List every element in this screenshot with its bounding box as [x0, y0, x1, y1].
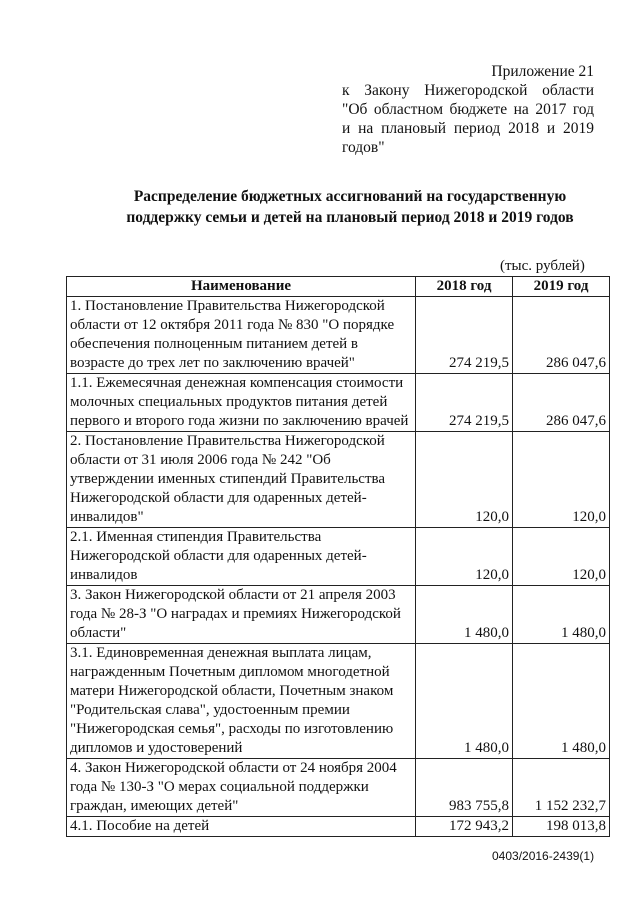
- row-value-2019: 198 013,8: [513, 817, 610, 837]
- budget-table: [66, 276, 610, 837]
- table-row: [67, 528, 610, 586]
- row-value-2019: 120,0: [513, 432, 610, 528]
- row-value-2018: 274 219,5: [416, 374, 513, 432]
- table-row: [67, 644, 610, 759]
- title-line: поддержку семьи и детей на плановый период 2018 и 2019 годов: [126, 209, 574, 226]
- row-value-2019: 1 152 232,7: [513, 759, 610, 817]
- row-name: 1.1. Ежемесячная денежная компенсация стоимости молочных специальных продуктов питания детей первого и второго года жизни по заключению врачей: [67, 374, 416, 432]
- title-line: Распределение бюджетных ассигнований на государственную: [133, 188, 567, 205]
- table-row: [67, 817, 610, 837]
- row-value-2019: 286 047,6: [513, 374, 610, 432]
- header-2018: 2018 год: [416, 277, 513, 297]
- row-value-2018: 120,0: [416, 432, 513, 528]
- row-name: 3. Закон Нижегородской области от 21 апреля 2003 года № 28-З "О наградах и премиях Нижегородской области": [67, 586, 416, 644]
- row-name: 1. Постановление Правительства Нижегородской области от 12 октября 2011 года № 830 "О порядке обеспечения полноценным питанием детей в возрасте до трех лет по заключению врачей": [67, 297, 416, 374]
- document-title: [60, 186, 640, 228]
- row-value-2018: 1 480,0: [416, 644, 513, 759]
- row-value-2019: 286 047,6: [513, 297, 610, 374]
- appendix-line: к Закону Нижегородской области: [342, 82, 594, 99]
- appendix-line: годов": [342, 139, 385, 156]
- row-value-2019: 120,0: [513, 528, 610, 586]
- table-row: [67, 374, 610, 432]
- row-name: 3.1. Единовременная денежная выплата лицам, награжденным Почетным дипломом многодетной матери Нижегородской области, Почетным знаком "Родительская слава", удостоенным премии "Нижегородская семья", расходы по изготовлению дипломов и удостоверений: [67, 644, 416, 759]
- appendix-line: Приложение 21: [491, 63, 594, 80]
- table-row: [67, 432, 610, 528]
- document-code: 0403/2016-2439(1): [492, 849, 595, 863]
- row-name: 2.1. Именная стипендия Правительства Нижегородской области для одаренных детей-инвалидов: [67, 528, 416, 586]
- row-value-2018: 172 943,2: [416, 817, 513, 837]
- table-row: [67, 297, 610, 374]
- row-name: 4. Закон Нижегородской области от 24 ноября 2004 года № 130-З "О мерах социальной поддержки граждан, имеющих детей": [67, 759, 416, 817]
- row-value-2018: 120,0: [416, 528, 513, 586]
- units-label: (тыс. рублей): [500, 258, 585, 274]
- header-2019: 2019 год: [513, 277, 610, 297]
- header-name: Наименование: [67, 277, 416, 297]
- row-value-2018: 274 219,5: [416, 297, 513, 374]
- row-value-2019: 1 480,0: [513, 644, 610, 759]
- row-value-2019: 1 480,0: [513, 586, 610, 644]
- appendix-header: [342, 62, 594, 157]
- table-header-row: [67, 277, 610, 297]
- table-row: [67, 586, 610, 644]
- row-name: 2. Постановление Правительства Нижегородской области от 31 июля 2006 года № 242 "Об утверждении именных стипендий Правительства Нижегородской области для одаренных детей-инвалидов": [67, 432, 416, 528]
- appendix-line: "Об областном бюджете на 2017 год: [342, 101, 594, 118]
- appendix-line: и на плановый период 2018 и 2019: [342, 120, 594, 137]
- row-value-2018: 983 755,8: [416, 759, 513, 817]
- row-name: 4.1. Пособие на детей: [67, 817, 416, 837]
- row-value-2018: 1 480,0: [416, 586, 513, 644]
- table-row: [67, 759, 610, 817]
